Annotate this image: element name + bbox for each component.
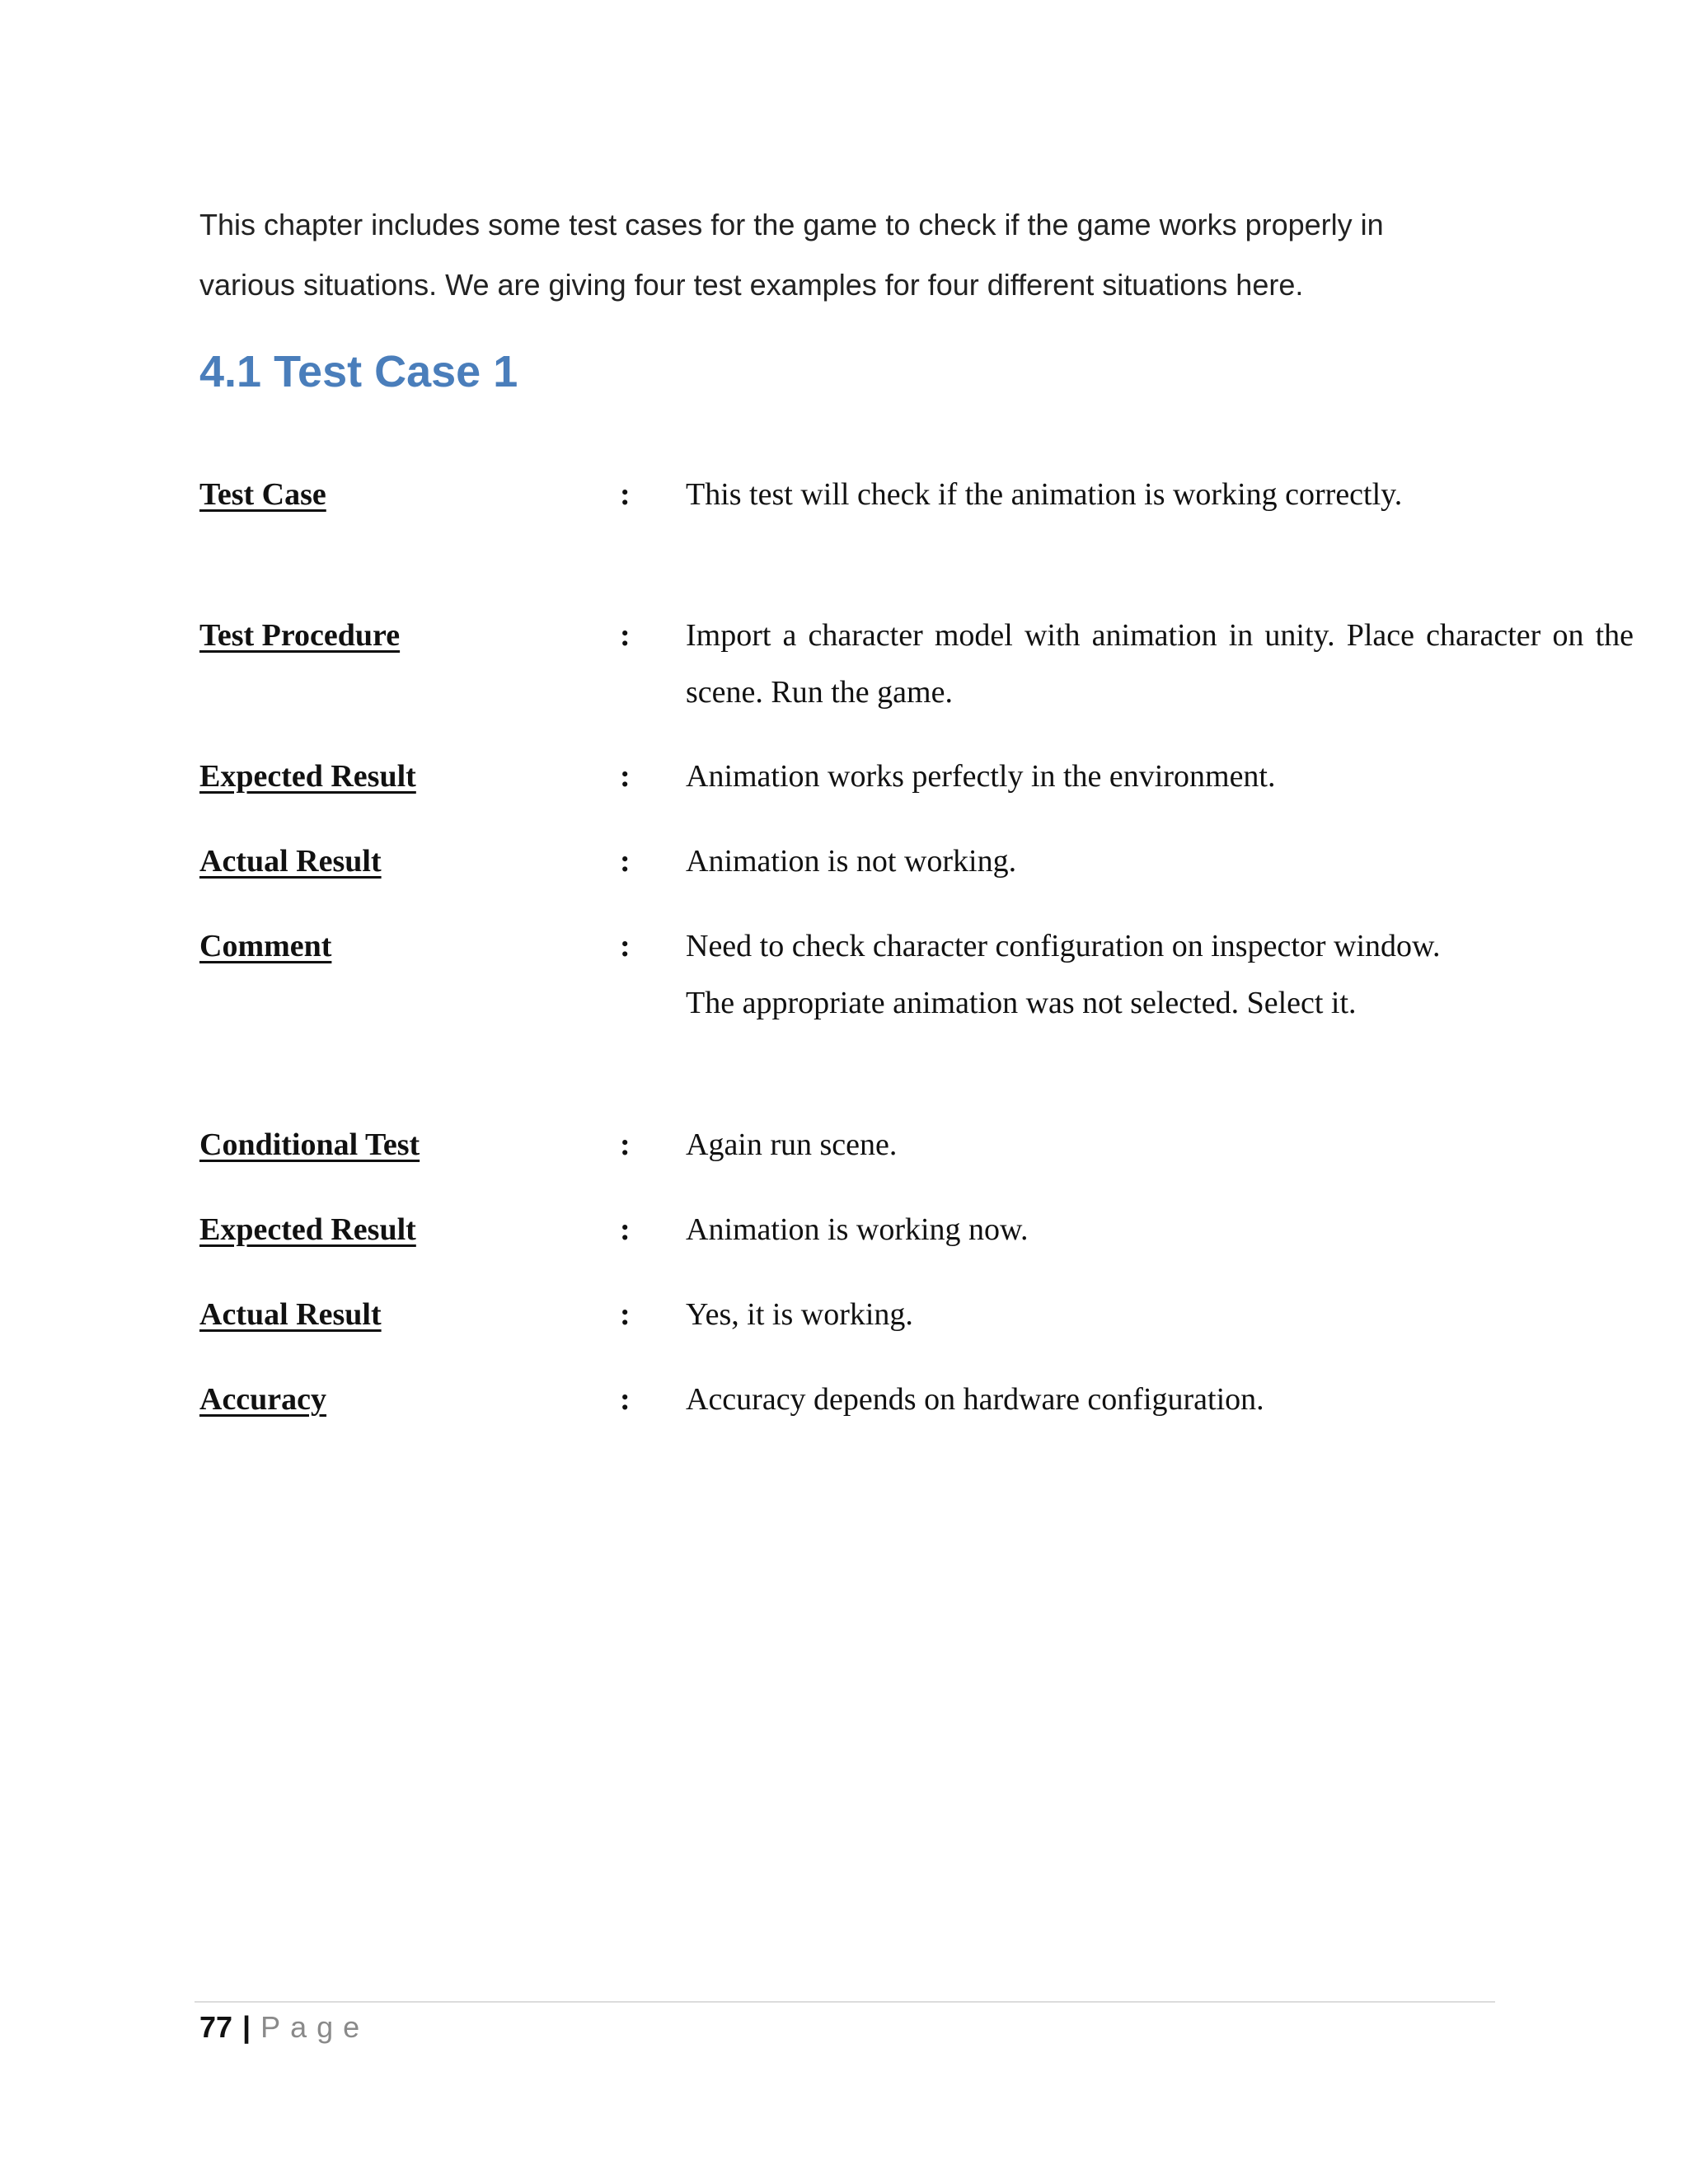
row-value: Animation is working now. xyxy=(686,1212,1029,1247)
intro-line-2: various situations. We are giving four test examples for four different situations here. xyxy=(199,268,1304,302)
row-colon: : xyxy=(620,929,631,963)
row-colon: : xyxy=(620,759,631,794)
row-value: Animation works perfectly in the environment. xyxy=(686,759,1276,794)
intro-line-1: This chapter includes some test cases for the game to check if the game works properly in xyxy=(199,208,1384,241)
row-label: Test Case xyxy=(199,477,326,512)
row-value: Animation is not working. xyxy=(686,844,1017,879)
row-colon: : xyxy=(620,1127,631,1162)
row-label: Actual Result xyxy=(199,1297,382,1332)
footer-separator: | xyxy=(242,2010,251,2044)
row-value: Need to check character configuration on inspector window. The appropriate animation was not selected. Select it. xyxy=(686,929,1441,1020)
row-label: Test Procedure xyxy=(199,618,401,653)
row-label: Expected Result xyxy=(199,1212,416,1247)
row-value: Yes, it is working. xyxy=(686,1297,913,1332)
row-value: Again run scene. xyxy=(686,1127,898,1162)
row-label: Conditional Test xyxy=(199,1127,420,1162)
page-number: 77 xyxy=(199,2010,233,2044)
row-colon: : xyxy=(620,1382,631,1417)
row-colon: : xyxy=(620,1297,631,1332)
footer-divider xyxy=(195,2001,1495,2003)
row-label: Actual Result xyxy=(199,844,382,879)
row-value: Accuracy depends on hardware configuration. xyxy=(686,1382,1264,1417)
row-label: Expected Result xyxy=(199,759,416,794)
intro-paragraph xyxy=(199,194,1485,315)
row-colon: : xyxy=(620,477,631,512)
row-label: Accuracy xyxy=(199,1382,327,1417)
row-value: Import a character model with animation in unity. Place character on the scene. Run the game. xyxy=(686,618,1634,710)
row-colon: : xyxy=(620,618,631,653)
page-label: Page xyxy=(260,2010,370,2044)
page-footer xyxy=(199,2008,369,2047)
section-heading: 4.1 Test Case 1 xyxy=(199,347,518,396)
row-colon: : xyxy=(620,1212,631,1247)
row-label: Comment xyxy=(199,929,332,963)
row-value: This test will check if the animation is working correctly. xyxy=(686,477,1403,512)
row-colon: : xyxy=(620,844,631,879)
